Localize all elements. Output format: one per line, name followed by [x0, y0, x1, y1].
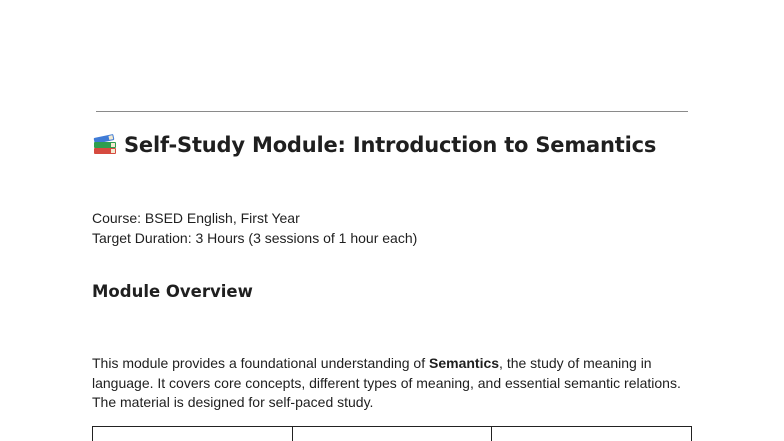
section-heading-overview: Module Overview — [92, 282, 253, 301]
page-title — [92, 133, 656, 157]
overview-text-end: , the study of meaning in language. It covers core concepts, different types of meaning, and essential semantic relations. The material is designed for self-paced study. — [92, 355, 681, 410]
duration-line: Target Duration: 3 Hours (3 sessions of 1 hour each) — [92, 230, 418, 246]
page-title-text: Self-Study Module: Introduction to Semantics — [124, 133, 657, 157]
table-header-cell — [293, 427, 493, 441]
overview-text-start: This module provides a foundational understanding of — [92, 355, 429, 371]
overview-paragraph — [92, 354, 692, 413]
module-table — [92, 426, 692, 441]
table-header-cell — [93, 427, 293, 441]
overview-term-semantics: Semantics — [429, 355, 500, 371]
books-icon — [92, 134, 118, 156]
course-line: Course: BSED English, First Year — [92, 210, 300, 226]
table-header-cell — [492, 427, 691, 441]
module-meta — [92, 208, 417, 248]
horizontal-divider — [96, 111, 688, 112]
